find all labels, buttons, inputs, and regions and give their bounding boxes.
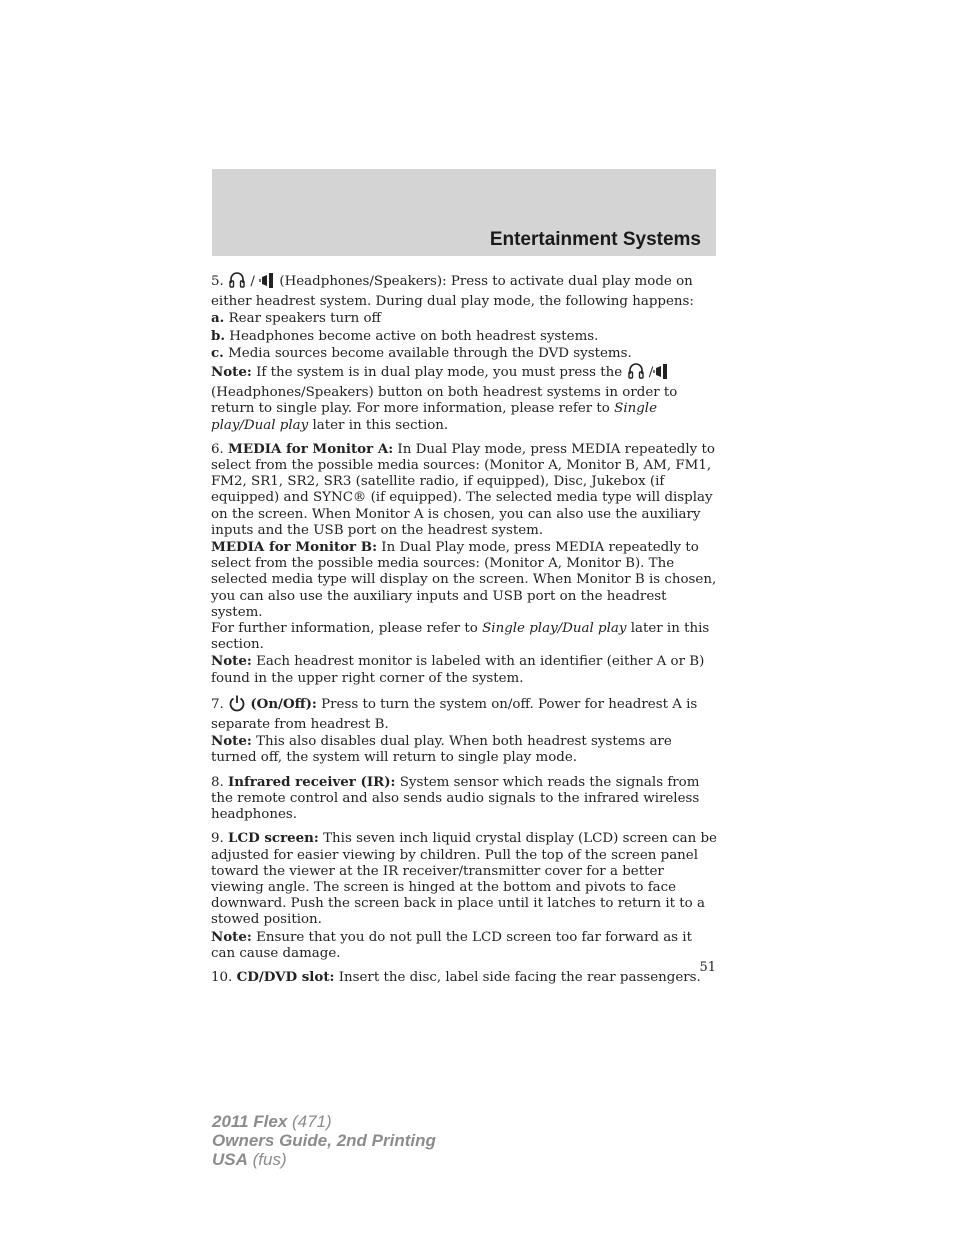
note-text: This also disables dual play. When both headrest systems are turned off, the system will return to single play mode. xyxy=(211,734,672,766)
item-label: MEDIA for Monitor A: xyxy=(228,440,394,457)
section-header xyxy=(212,169,716,256)
item-number: 10. xyxy=(211,969,233,985)
item-text: Press to turn the system on/off. Power for headrest A is separate from headrest B. xyxy=(211,696,698,733)
item-text: For further information, please refer to xyxy=(211,621,483,637)
document-footer xyxy=(212,1112,436,1169)
note-text: (Headphones/Speakers) button on both headrest systems in order to return to single play. For more information, please refer to xyxy=(211,385,678,417)
note-label: Note: xyxy=(211,653,252,670)
footer-line-1 xyxy=(212,1112,436,1131)
footer-line-3 xyxy=(212,1150,436,1169)
slash: / xyxy=(648,365,654,381)
footer-line-2 xyxy=(212,1131,436,1150)
speaker-icon xyxy=(259,271,275,294)
section-title: Entertainment Systems xyxy=(489,229,701,250)
item-text: In Dual Play mode, press MEDIA repeatedly to select from the possible media sources: (Monitor A, Monitor B, AM, FM1, FM2, SR1, SR2, SR3 (satellite radio, if equipped), Disc, Jukebox (if equipped) and SYNC® (if equipped). The selected media type will display on the screen. When Monitor A is chosen, you can also use the auxiliary inputs and the USB port on the headrest system. xyxy=(211,441,715,538)
note-label: Note: xyxy=(211,364,252,381)
note-text: Each headrest monitor is labeled with an identifier (either A or B) found in the upper right corner of the system. xyxy=(211,654,705,686)
footer-code: (471) xyxy=(287,1112,332,1131)
footer-guide: Owners Guide, 2nd Printing xyxy=(212,1131,436,1150)
note-label: Note: xyxy=(211,733,252,750)
headphones-icon xyxy=(627,362,645,385)
item-text: This seven inch liquid crystal display (LCD) screen can be adjusted for easier viewing by children. Pull the top of the screen panel toward the viewer at the IR receiver/transmitter cover for a better viewing angle. The screen is hinged at the bottom and pivots to face downward. Push the screen back in place until it latches to return it to a stowed position. xyxy=(211,831,717,928)
item-label: LCD screen: xyxy=(228,830,319,847)
item-8 xyxy=(211,774,717,824)
item-text: In Dual Play mode, press MEDIA repeatedly to select from the possible media sources: (Monitor A, Monitor B). The selected media type will display on the screen. When Monitor B is chosen, you can also use the auxiliary inputs and USB port on the headrest system. xyxy=(211,540,717,620)
item-9 xyxy=(211,830,717,962)
item-label: Infrared receiver (IR): xyxy=(228,773,396,790)
list-text-b: Headphones become active on both headrest systems. xyxy=(225,328,599,344)
item-number: 9. xyxy=(211,831,224,847)
item-number: 8. xyxy=(211,774,224,790)
item-5-text: (Headphones/Speakers): Press to activate dual play mode on either headrest system. During dual play mode, the following happens: xyxy=(211,274,694,310)
cross-reference: Single play/Dual play xyxy=(211,401,657,433)
note-text: Ensure that you do not pull the LCD screen too far forward as it can cause damage. xyxy=(211,929,692,961)
item-number: 5. xyxy=(211,274,224,289)
list-label-c: c. xyxy=(211,344,224,361)
item-text: Insert the disc, label side facing the rear passengers. xyxy=(334,969,701,985)
footer-model: 2011 Flex xyxy=(212,1112,288,1131)
page-number: 51 xyxy=(699,960,716,975)
item-text: System sensor which reads the signals from the remote control and also sends audio signals to the infrared wireless headphones. xyxy=(211,774,700,823)
footer-region-code: (fus) xyxy=(247,1150,287,1169)
item-number: 7. xyxy=(211,696,224,712)
item-text: later in this section. xyxy=(211,621,710,653)
headphones-icon xyxy=(228,271,246,294)
page-content xyxy=(211,271,717,986)
item-7 xyxy=(211,694,717,767)
list-text-c: Media sources become available through the DVD systems. xyxy=(223,345,632,361)
footer-region: USA xyxy=(212,1150,248,1169)
note-label: Note: xyxy=(211,928,252,945)
item-6 xyxy=(211,441,717,687)
item-5 xyxy=(211,271,717,434)
slash: / xyxy=(250,274,255,289)
list-label-b: b. xyxy=(211,327,226,344)
power-icon xyxy=(228,694,246,717)
item-label: (On/Off): xyxy=(250,695,317,712)
list-label-a: a. xyxy=(211,310,225,327)
list-text-a: Rear speakers turn off xyxy=(224,311,382,327)
item-number: 6. xyxy=(211,441,224,457)
item-10 xyxy=(211,969,717,986)
item-label: MEDIA for Monitor B: xyxy=(211,539,378,556)
item-label: CD/DVD slot: xyxy=(236,968,335,985)
note-text: later in this section. xyxy=(308,417,449,433)
speaker-icon xyxy=(653,362,669,385)
note-text: If the system is in dual play mode, you must press the xyxy=(251,365,627,381)
cross-reference: Single play/Dual play xyxy=(482,621,627,637)
